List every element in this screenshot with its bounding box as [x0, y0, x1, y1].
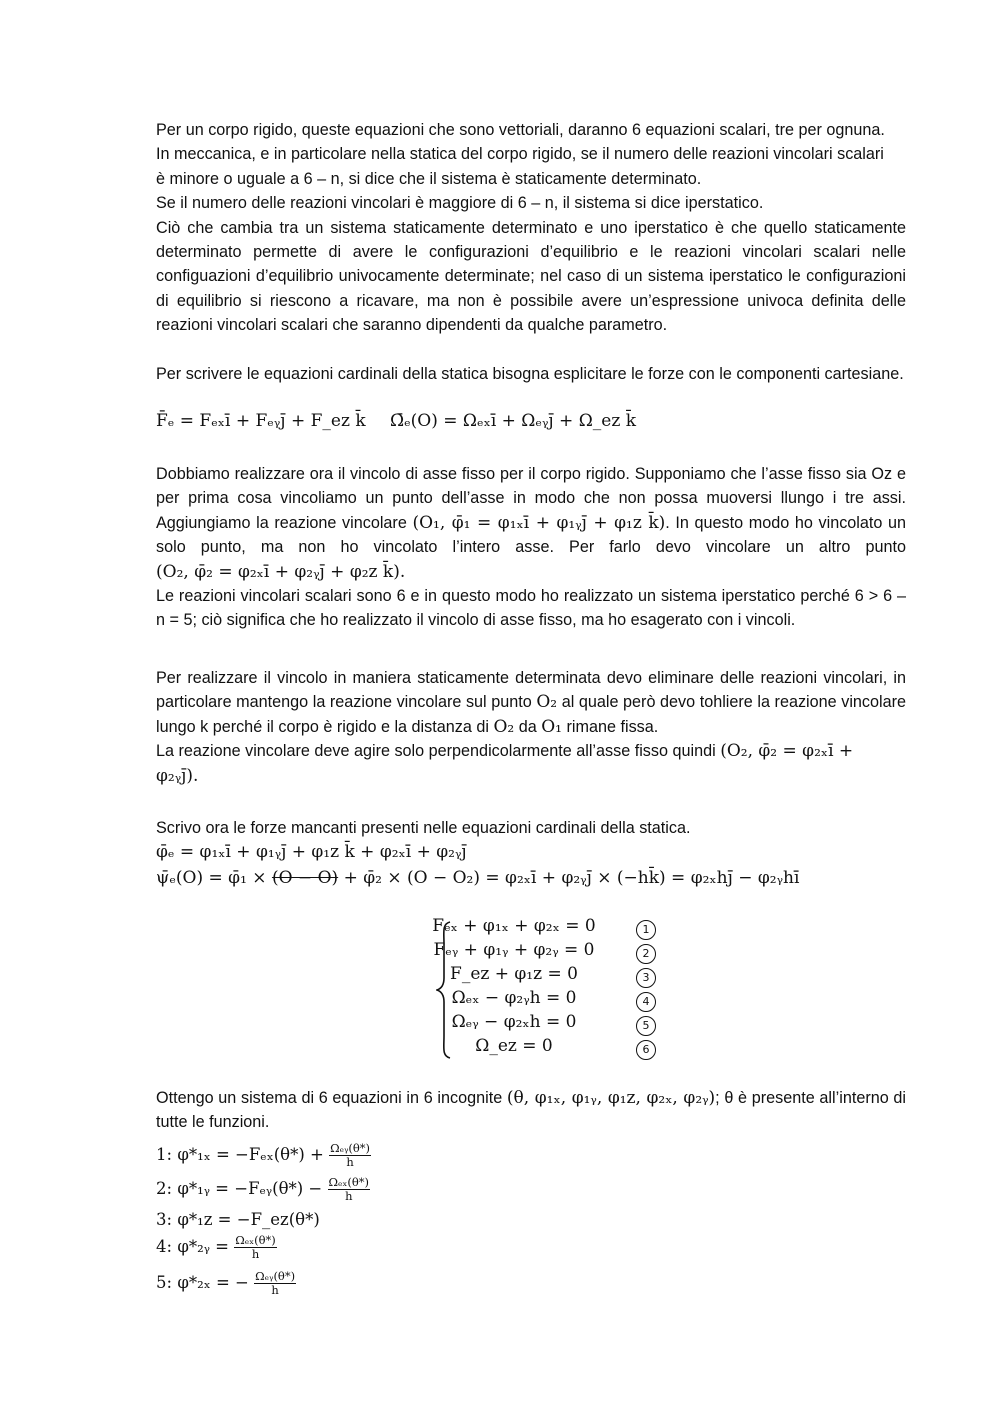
struck-term: (O − O): [271, 868, 339, 888]
equation-number-4: 4: [636, 992, 656, 1012]
solution-label: 4:: [156, 1237, 173, 1256]
text-line: è minore o uguale a 6 – n, si dice che il sistema è staticamente determinato.: [156, 169, 702, 188]
solution-lhs: φ*₁ᵧ = −Fₑᵧ(θ*) −: [177, 1179, 323, 1198]
solution-lhs: φ*₂ᵧ =: [177, 1237, 230, 1256]
text-line: Per un corpo rigido, queste equazioni che sono vettoriali, daranno 6 equazioni scalari, tre per ognuna.: [156, 121, 885, 139]
text-block: [156, 1086, 906, 1135]
solution-label: 1:: [156, 1145, 173, 1164]
formula-constraint-o1: (O₁, φ̄₁ = φ₁ₓī + φ₁ᵧj̄ + φ₁z k̄): [412, 512, 666, 533]
text-block: [156, 462, 906, 584]
system-equation-3: F_ez + φ₁z = 0: [450, 964, 578, 984]
system-equation-5: Ωₑᵧ − φ₂ₓh = 0: [451, 1012, 577, 1032]
text-run: ; θ è presente all’interno di tutte le funzioni.: [156, 1089, 907, 1132]
text-block: Ciò che cambia tra un sistema staticamente determinato e uno iperstatico è che quello staticamente determinato permette di avere le configurazioni d’equilibrio e le reazioni vincolari scalari nelle configuazioni d’equilibrio univocamente determinate; nel caso di un sistema iperstatico le configurazioni di equilibrio si riescono a ricavare, ma non è possibile avere un’espressione univoca definita delle reazioni vincolari scalari che saranno dipendenti da qualche parametro.: [156, 218, 906, 335]
formula-constraint-o2-reduced-cont: φ₂ᵧj̄).: [156, 765, 199, 786]
formula-part: ψ̄ₑ(O) = φ̄₁ ×: [156, 868, 267, 888]
fraction-numerator: Ωₑₓ(θ*): [328, 1175, 370, 1189]
text-line: In meccanica, e in particolare nella statica del corpo rigido, se il numero delle reazioni vincolari scalari: [156, 145, 884, 164]
text-run: Ottengo un sistema di 6 equazioni in 6 incognite: [156, 1089, 503, 1107]
text-block: Le reazioni vincolari scalari sono 6 e in questo modo ho realizzato un sistema iperstatico perché 6 > 6 – n = 5; ciò significa che ho realizzato il vincolo di asse fisso, ma ho esagerato con i vincoli.: [156, 587, 906, 630]
paragraph-statically-determinate: [156, 666, 906, 788]
solution-line-2: [156, 1176, 370, 1203]
solution-lhs: φ*₁ₓ = −Fₑₓ(θ*) +: [177, 1145, 324, 1164]
fraction-denominator: h: [345, 1189, 353, 1203]
solution-line-1: [156, 1142, 371, 1169]
paragraph-solution: [156, 1086, 906, 1135]
system-equation-1: Fₑₓ + φ₁ₓ + φ₂ₓ = 0: [432, 916, 596, 936]
formula-part: + φ̄₂ × (O − O₂) = φ₂ₓī + φ₂ᵧj̄ × (−hk̄) = φ₂ₓhj̄ − φ₂ᵧhī: [343, 868, 800, 888]
paragraph-cardinal-equations: [156, 362, 906, 386]
fraction: [234, 1234, 277, 1261]
text-line: Se il numero delle reazioni vincolari è maggiore di 6 – n, il sistema si dice iperstatico.: [156, 194, 764, 213]
text-run: rimane fissa.: [566, 717, 659, 736]
fraction: [328, 1176, 371, 1203]
formula-point-o1: O₁: [541, 716, 562, 737]
fraction-numerator: Ωₑᵧ(θ*): [255, 1269, 296, 1283]
solution-label: 5:: [156, 1273, 173, 1292]
fraction-denominator: h: [271, 1283, 279, 1297]
paragraph-missing-forces: [156, 816, 906, 840]
system-equation-6: Ω_ez = 0: [475, 1036, 553, 1056]
equation-number-2: 2: [636, 944, 656, 964]
paragraph-statics-intro: [156, 118, 906, 338]
solution-line-3: [156, 1210, 320, 1229]
equation-number-6: 6: [636, 1040, 656, 1060]
formula-phi-e: φ̄ₑ = φ₁ₓī + φ₁ᵧj̄ + φ₁z k̄ + φ₂ₓī + φ₂ᵧj̄: [156, 842, 467, 862]
text-block: Scrivo ora le forze mancanti presenti nelle equazioni cardinali della statica.: [156, 819, 691, 837]
text-run: Dobbiamo realizzare ora il vincolo di asse fisso per il corpo rigido. Supponiamo che l’asse fisso sia Oz e per prima cosa vincoliamo un punto dell’asse in modo che non possa muoversi llungo i tre assi. Aggiungiamo la reazione vincolare: [156, 465, 906, 532]
fraction-numerator: Ωₑₓ(θ*): [235, 1233, 276, 1247]
text-run: al quale però devo tohliere la reazione vincolare lungo k perché il corpo è rigido e la distanza di: [156, 693, 907, 736]
formula-psi-e: [156, 868, 799, 888]
formula-point-o2: O₂: [536, 692, 558, 713]
text-run: Per realizzare il vincolo in maniera staticamente determinata devo eliminare delle reazioni vincolari, in particolare mantengo la reazione vincolare sul punto: [156, 669, 906, 712]
formula-force: F̄ₑ = Fₑₓī + Fₑᵧj̄ + F_ez k̄: [156, 411, 366, 431]
solution-label: 2:: [156, 1179, 173, 1198]
fraction-numerator: Ωₑᵧ(θ*): [330, 1141, 371, 1155]
paragraph-fixed-axis: [156, 462, 906, 633]
fraction-denominator: h: [251, 1247, 260, 1261]
equation-number-1: 1: [636, 920, 656, 940]
fraction: [329, 1142, 371, 1169]
formula-constraint-o2: (O₂, φ̄₂ = φ₂ₓī + φ₂ᵧj̄ + φ₂z k̄).: [156, 561, 406, 582]
solution-label: 3:: [156, 1210, 173, 1229]
solution-lhs: φ*₁z = −F_ez(θ*): [177, 1210, 320, 1229]
equation-number-3: 3: [636, 968, 656, 988]
solution-line-5: [156, 1270, 296, 1297]
fraction: [254, 1270, 296, 1297]
solution-lhs: φ*₂ₓ = −: [177, 1273, 249, 1292]
formula-constraint-o2-reduced: (O₂, φ̄₂ = φ₂ₓī +: [720, 741, 854, 762]
equation-number-5: 5: [636, 1016, 656, 1036]
text-run: . In questo modo ho vincolato un solo punto, ma non ho vincolato l’intero asse. Per farlo devo vincolare un altro punto: [156, 513, 907, 557]
solution-line-4: [156, 1234, 277, 1261]
text-block: [156, 739, 906, 788]
system-equation-4: Ωₑₓ − φ₂ᵧh = 0: [451, 988, 577, 1008]
text-block: Per scrivere le equazioni cardinali della statica bisogna esplicitare le forze con le componenti cartesiane.: [156, 365, 904, 383]
formula-moment: Ω̄ₑ(O) = Ωₑₓī + Ωₑᵧj̄ + Ω_ez k̄: [390, 411, 637, 431]
text-run: da: [518, 717, 537, 736]
system-equation-2: Fₑᵧ + φ₁ᵧ + φ₂ᵧ = 0: [433, 940, 595, 960]
formula-unknowns: (θ, φ₁ₓ, φ₁ᵧ, φ₁z, φ₂ₓ, φ₂ᵧ): [506, 1088, 716, 1108]
text-block: [156, 666, 906, 739]
formula-point-o2: O₂: [493, 716, 515, 737]
text-run: La reazione vincolare deve agire solo perpendicolarmente all’asse fisso quindi: [156, 742, 716, 761]
fraction-denominator: h: [346, 1155, 354, 1169]
